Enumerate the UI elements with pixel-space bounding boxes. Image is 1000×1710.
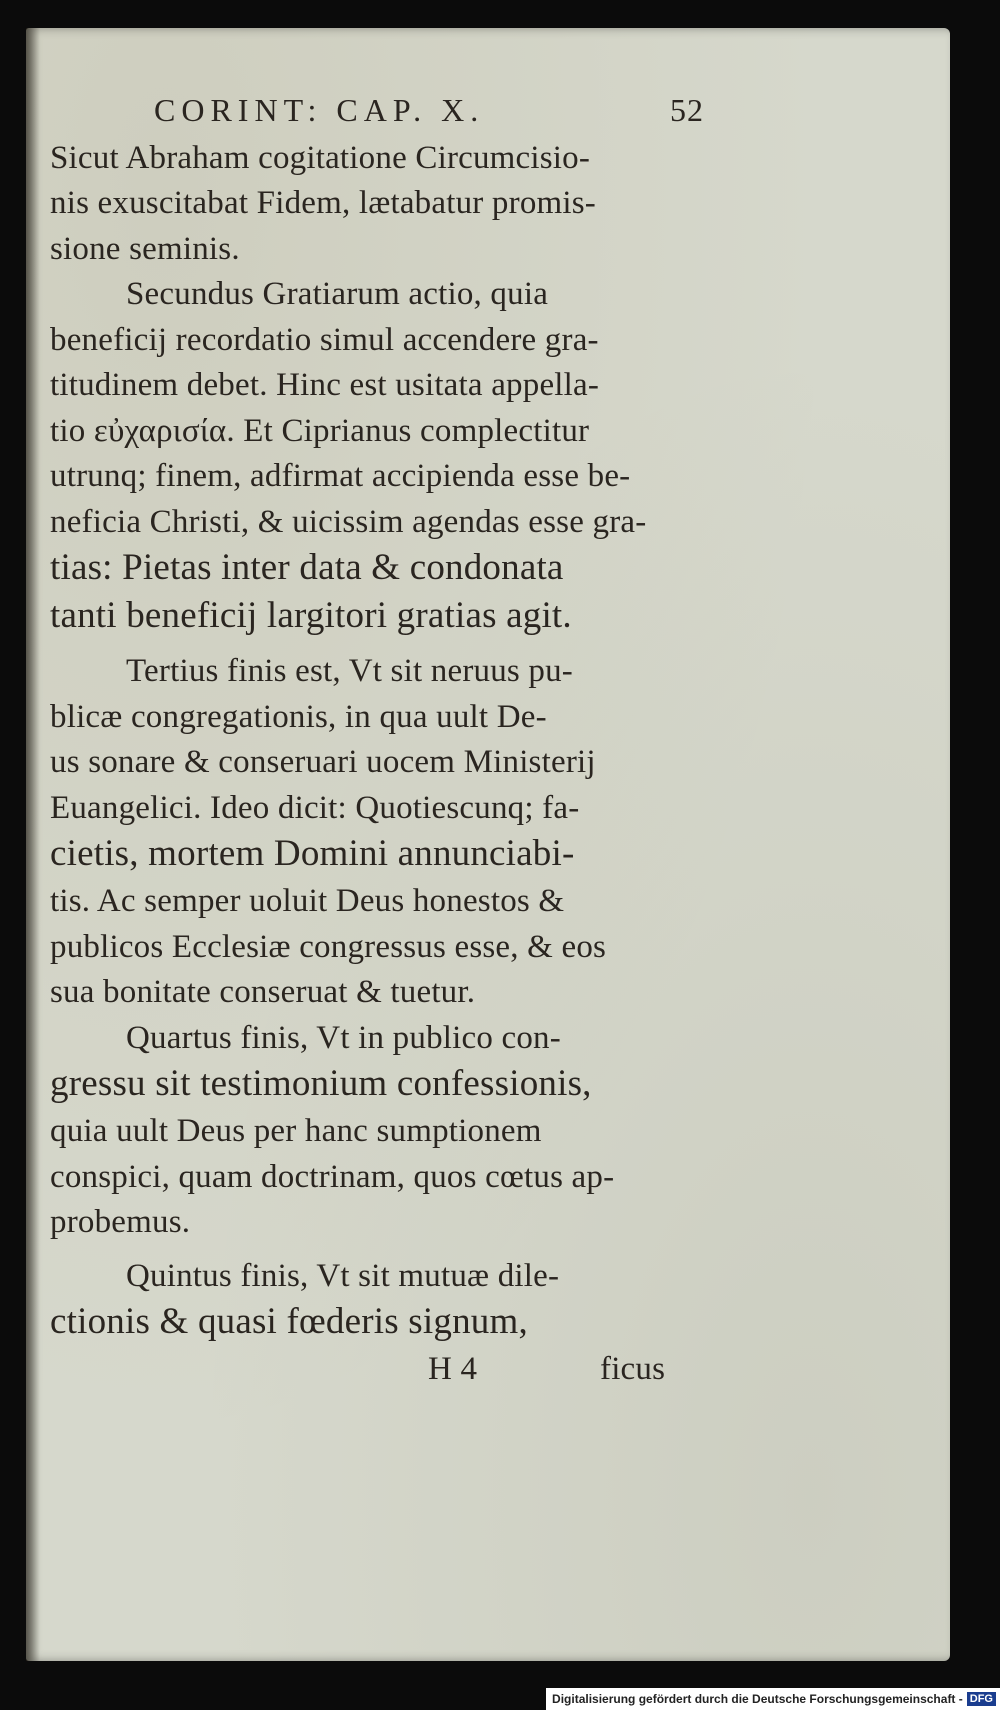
text-line: nis exuscitabat Fidem, lætabatur promis-: [50, 185, 596, 221]
credit-text: Digitalisierung gefördert durch die Deutsche Forschungsgemeinschaft -: [552, 1692, 963, 1706]
paragraph-5: [50, 1254, 710, 1348]
page-binding-shadow: [26, 28, 40, 1661]
page-text: [50, 88, 710, 1393]
text-line: blicæ congregationis, in qua uult De-: [50, 698, 547, 735]
running-header: [50, 88, 710, 134]
paragraph-2: [50, 272, 710, 641]
page-number: 52: [670, 92, 704, 128]
text-line: probemus.: [50, 1204, 191, 1240]
text-line: Secundus Gratiarum actio, quia: [126, 276, 549, 312]
text-line: neficia Christi, & uicissim agendas esse gra-: [50, 503, 647, 540]
paragraph-1: [50, 136, 710, 273]
running-title: CORINT: CAP. X.: [154, 92, 485, 128]
text-line: tis. Ac semper uoluit Deus honestos &: [50, 883, 565, 919]
text-line: gressu sit testimonium confessionis,: [50, 1063, 592, 1104]
text-line: tanti beneficij largitori gratias agit.: [50, 595, 572, 636]
dfg-logo: DFG: [967, 1692, 996, 1706]
text-line: ctionis & quasi fœderis signum,: [50, 1301, 528, 1342]
paragraph-3: [50, 649, 710, 1016]
text-line: tio εὐχαρισία. Et Ciprianus complectitur: [50, 412, 590, 449]
text-line: Tertius finis est, Vt sit neruus pu-: [126, 653, 573, 689]
digitization-credit: [546, 1688, 1000, 1710]
catchline: [50, 1347, 710, 1393]
text-line: Quintus finis, Vt sit mutuæ dile-: [126, 1257, 560, 1294]
text-line: sua bonitate conseruat & tuetur.: [50, 974, 476, 1010]
text-line: Sicut Abraham cogitatione Circumcisio-: [50, 139, 591, 176]
text-line: us sonare & conseruari uocem Ministerij: [50, 744, 596, 780]
text-line: beneficij recordatio simul accendere gra-: [50, 321, 599, 358]
text-line: Euangelici. Ideo dicit: Quotiescunq; fa-: [50, 789, 580, 826]
catchword: ficus: [600, 1351, 666, 1387]
text-line: sione seminis.: [50, 230, 240, 267]
text-line: utrunq; finem, adfirmat accipienda esse be-: [50, 458, 631, 494]
signature-mark: H 4: [428, 1351, 478, 1387]
text-line: quia uult Deus per hanc sumptionem: [50, 1113, 542, 1149]
text-line: Quartus finis, Vt in publico con-: [126, 1019, 561, 1056]
text-line: tias: Pietas inter data & condonata: [50, 547, 564, 588]
text-line: conspici, quam doctrinam, quos cœtus ap-: [50, 1158, 615, 1195]
text-line: publicos Ecclesiæ congressus esse, & eos: [50, 928, 607, 965]
text-line: titudinem debet. Hinc est usitata appella-: [50, 367, 600, 403]
paragraph-4: [50, 1016, 710, 1246]
text-line: cietis, mortem Domini annunciabi-: [50, 833, 575, 874]
